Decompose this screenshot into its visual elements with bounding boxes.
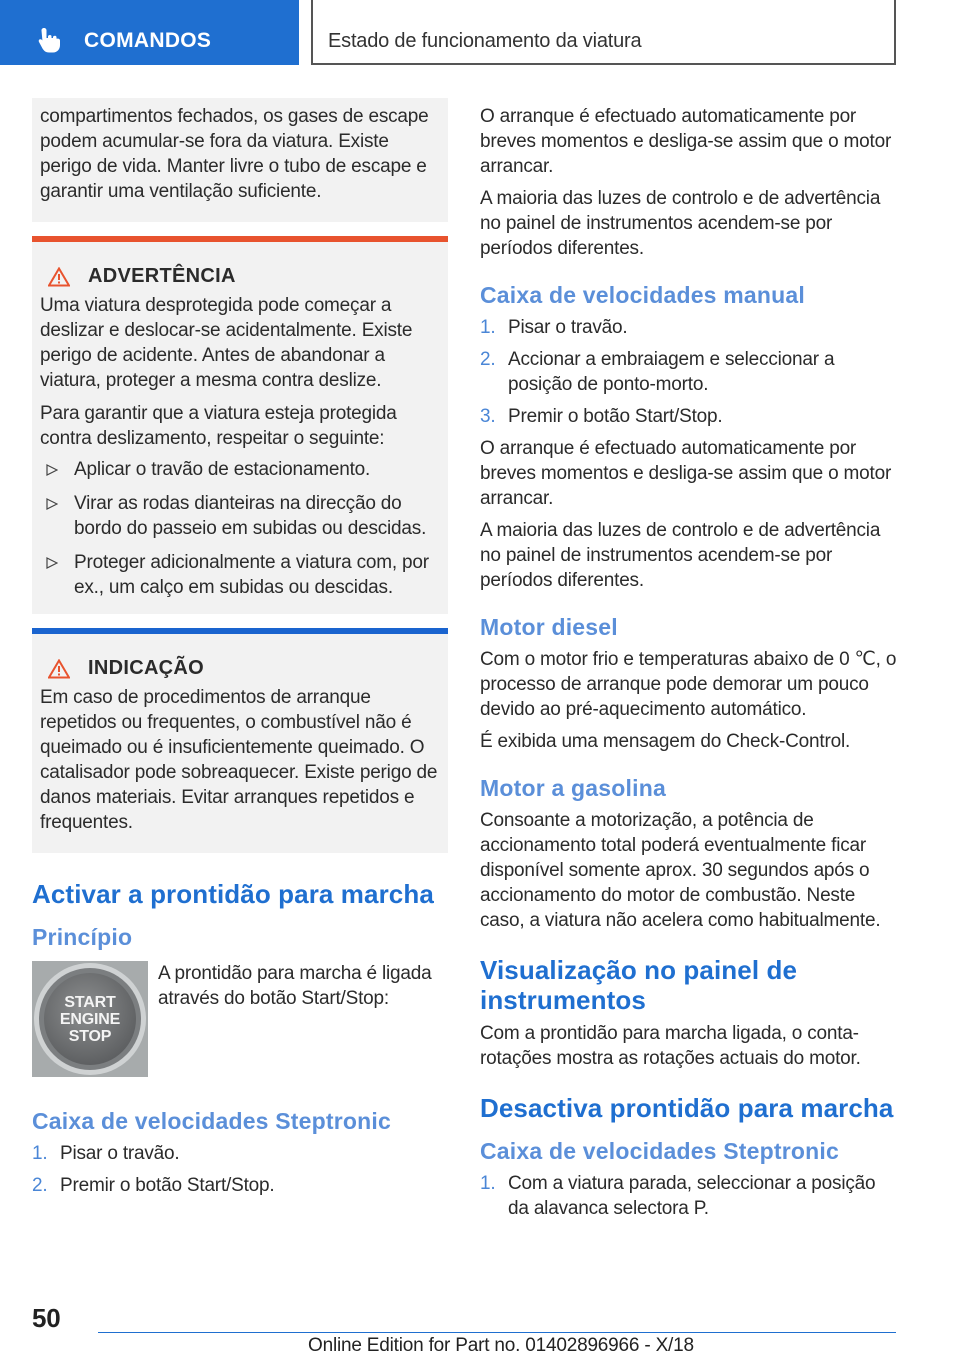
footer-divider — [98, 1332, 896, 1333]
warning-triangle-icon — [48, 659, 70, 679]
steptronic-steps — [32, 1141, 448, 1198]
display-heading: Visualização no painel de instrumentos — [480, 955, 798, 1015]
principle-text: A prontidão para marcha é ligada através do botão Start/Stop: — [158, 963, 432, 1009]
list-item — [480, 404, 898, 429]
page-number: 50 — [32, 1303, 61, 1333]
manual-heading: Caixa de velocidades manual — [480, 282, 805, 308]
button-line-start: START — [64, 994, 116, 1011]
warning-triangle-icon — [48, 267, 70, 287]
warning-box — [32, 236, 448, 614]
step-text: Premir o botão Start/Stop. — [60, 1175, 275, 1196]
page-header — [311, 0, 896, 65]
principle-heading: Princípio — [32, 924, 133, 950]
note-box — [32, 628, 448, 853]
list-item — [40, 550, 440, 600]
note-text: Em caso de procedimentos de arranque repetidos ou frequentes, o combustível não é queimado ou é insuficientemente queimado. O catalisador pode sobreaquecer. Existe perigo de danos materiais. Evitar arranques repetidos e frequentes. — [40, 687, 438, 833]
triangle-bullet-icon — [46, 464, 58, 476]
warning-heading — [40, 242, 440, 289]
list-item-text: Virar as rodas dianteiras na direcção do bordo do passeio em subidas ou descidas. — [74, 493, 427, 539]
deactivate-steps — [480, 1171, 898, 1221]
paragraph: O arranque é efectuado automaticamente por breves momentos e desliga-se assim que o motor arrancar. — [480, 106, 892, 177]
hand-pointer-icon — [36, 26, 66, 54]
warning-text-1: Uma viatura desprotegida pode começar a deslizar e deslocar-se acidentalmente. Existe perigo de acidente. Antes de abandonar a viatura, proteger a mesma contra deslize. — [40, 295, 413, 391]
step-number: 3. — [480, 406, 496, 427]
note-title: INDICAÇÃO — [88, 657, 205, 679]
start-engine-stop-button-image — [32, 961, 148, 1077]
paragraph: A maioria das luzes de controlo e de advertência no painel de instrumentos acendem-se por períodos diferentes. — [480, 188, 881, 259]
page-title: Estado de funcionamento da viatura — [328, 30, 642, 52]
principle-block — [32, 961, 448, 1077]
list-item — [32, 1141, 448, 1166]
warning-text-2: Para garantir que a viatura esteja protegida contra deslizamento, respeitar o seguinte: — [40, 403, 397, 449]
list-item — [40, 457, 440, 482]
list-item-text: Proteger adicionalmente a viatura com, por ex., um calço em subidas ou descidas. — [74, 552, 429, 598]
step-number: 2. — [480, 349, 496, 370]
list-item — [40, 491, 440, 541]
step-text: Premir o botão Start/Stop. — [508, 406, 723, 427]
triangle-bullet-icon — [46, 557, 58, 569]
intro-text: compartimentos fechados, os gases de escape podem acumular-se fora da viatura. Existe perigo de vida. Manter livre o tubo de escape e garantir uma ventilação suficiente. — [40, 106, 429, 202]
button-line-stop: STOP — [68, 1028, 112, 1045]
section-label: COMANDOS — [84, 29, 212, 52]
footer-edition: Online Edition for Part no. 01402896966 - X/18 — [308, 1335, 694, 1356]
deactivate-heading: Desactiva prontidão para marcha — [480, 1093, 894, 1123]
step-number: 2. — [32, 1175, 48, 1196]
intro-box — [32, 98, 448, 222]
paragraph: É exibida uma mensagem do Check-Control. — [480, 731, 851, 752]
list-item — [480, 1171, 898, 1221]
deactivate-steptronic-heading: Caixa de velocidades Steptronic — [480, 1138, 839, 1164]
gasoline-heading: Motor a gasolina — [480, 775, 666, 801]
paragraph: Com a prontidão para marcha ligada, o conta-rotações mostra as rotações actuais do motor. — [480, 1023, 861, 1069]
start-button-graphic — [32, 961, 148, 1077]
list-item — [480, 347, 898, 397]
right-column — [480, 104, 898, 1228]
step-text: Accionar a embraiagem e seleccionar a posição de ponto-morto. — [508, 349, 835, 395]
section-tab — [0, 0, 299, 65]
list-item — [32, 1173, 448, 1198]
triangle-bullet-icon — [46, 498, 58, 510]
left-column — [32, 98, 448, 1205]
paragraph: A maioria das luzes de controlo e de advertência no painel de instrumentos acendem-se por períodos diferentes. — [480, 520, 881, 591]
step-number: 1. — [32, 1143, 48, 1164]
warning-title: ADVERTÊNCIA — [88, 265, 236, 287]
section-title: Activar a prontidão para marcha — [32, 879, 434, 909]
list-item-text: Aplicar o travão de estacionamento. — [74, 459, 371, 480]
step-number: 1. — [480, 1173, 496, 1194]
warning-list — [40, 457, 440, 600]
note-heading — [40, 634, 440, 681]
step-text: Com a viatura parada, seleccionar a posição da alavanca selectora P. — [508, 1173, 876, 1219]
paragraph: Consoante a motorização, a potência de accionamento total poderá eventualmente ficar disponível somente aprox. 30 segundos após o accionamento do motor de combustão. Neste caso, a viatura não acelera como habitualmente. — [480, 810, 881, 931]
manual-steps — [480, 315, 898, 429]
step-text: Pisar o travão. — [60, 1143, 180, 1164]
paragraph: Com o motor frio e temperaturas abaixo de 0 ℃, o processo de arranque pode demorar um pouco devido ao pré-aquecimento automático. — [480, 649, 897, 720]
diesel-heading: Motor diesel — [480, 614, 618, 640]
button-line-engine: ENGINE — [59, 1011, 121, 1028]
paragraph: O arranque é efectuado automaticamente por breves momentos e desliga-se assim que o motor arrancar. — [480, 438, 892, 509]
step-number: 1. — [480, 317, 496, 338]
list-item — [480, 315, 898, 340]
step-text: Pisar o travão. — [508, 317, 628, 338]
steptronic-heading: Caixa de velocidades Steptronic — [32, 1108, 391, 1134]
